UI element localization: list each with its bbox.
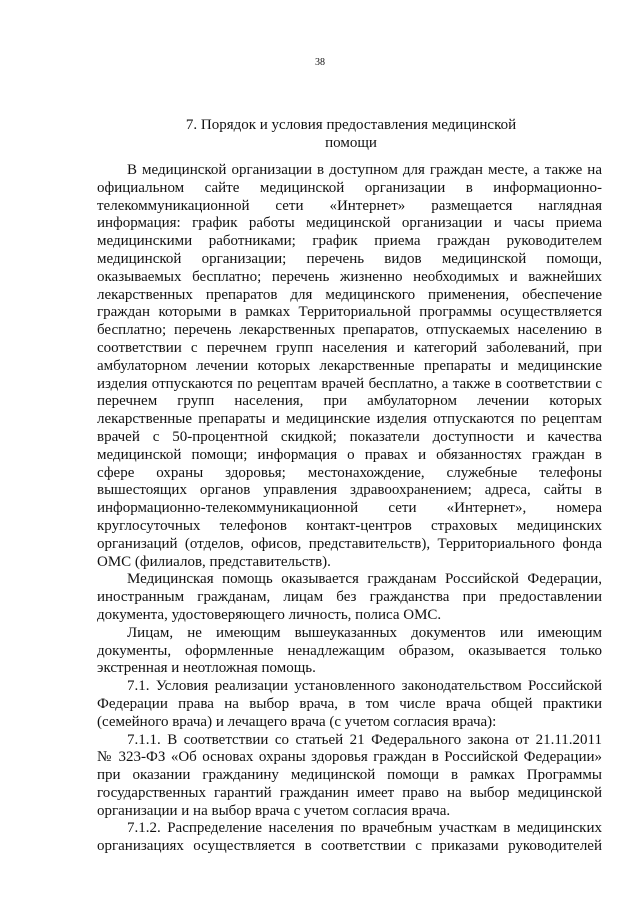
paragraph-line: соответствии с перечнем групп населения и категорий заболеваний, при [97, 339, 602, 356]
paragraph-line: Медицинская помощь оказывается гражданам Российской Федерации, [127, 571, 602, 588]
paragraph-line: медицинской помощи; информация о правах и обязанностях граждан в [97, 446, 602, 463]
paragraph [97, 625, 602, 678]
paragraph-line: В медицинской организации в доступном для граждан месте, а также на [127, 162, 602, 178]
paragraph-line: перечнем групп населения, при амбулаторном лечении которых [97, 393, 602, 410]
paragraph-line: лекарственные препараты и медицинские изделия отпускаются по рецептам [97, 411, 602, 428]
paragraph [97, 571, 602, 624]
paragraph-line: организации и на выбор врача с учетом согласия врача. [97, 802, 451, 819]
paragraph-line: 7.1.1. В соответствии со статьей 21 Федерального закона от 21.11.2011 [127, 731, 602, 748]
paragraph [97, 732, 602, 821]
paragraph-line: вышестоящих органов управления здравоохранением; адреса, сайты в [97, 482, 602, 499]
section-heading-line-2: помощи [325, 135, 377, 151]
page-number: 38 [315, 57, 325, 68]
paragraph-line: лекарственных препаратов для медицинского применения, обеспечение [97, 286, 602, 303]
paragraph-line: (семейного врача) и лечащего врача (с учетом согласия врача): [97, 713, 497, 730]
paragraph-line: амбулаторном лечении которых лекарственные препараты и медицинские [97, 357, 602, 374]
paragraph-line: круглосуточных телефонов контакт-центров страховых медицинских [97, 517, 602, 534]
paragraph-line: граждан которыми в рамках Территориальной программы осуществляется [97, 304, 602, 321]
paragraph-line: медицинской организации; перечень видов медицинской помощи, [97, 250, 602, 267]
paragraph-line: Федерации права на выбор врача, в том числе врача общей практики [97, 695, 602, 712]
paragraph-line: документы, оформленные ненадлежащим образом, оказывается только [97, 642, 602, 659]
paragraph-line: изделия отпускаются по рецептам врачей бесплатно, а также в соответствии с [97, 375, 602, 392]
paragraph-line: информация: график работы медицинской организации и часы приема [97, 215, 602, 232]
paragraph-line: медицинскими работниками; график приема граждан руководителем [97, 233, 602, 250]
paragraph-line: организаций (отделов, офисов, представительств), Территориального фонда [97, 535, 602, 552]
paragraph-line: 7.1. Условия реализации установленного законодательством Российской [127, 678, 602, 695]
paragraph-line: при оказании гражданину медицинской помощи в рамках Программы [97, 767, 602, 784]
paragraph-line: иностранным гражданам, лицам без гражданства при предоставлении [97, 589, 602, 606]
paragraph-line: ОМС (филиалов, представительств). [97, 553, 331, 570]
body-text [97, 162, 602, 856]
paragraph-line: Лицам, не имеющим вышеуказанных документов или имеющим [127, 624, 602, 641]
paragraph-line: информационно-телекоммуникационной сети «Интернет», номера [97, 500, 602, 517]
paragraph-line: документа, удостоверяющего личность, полиса ОМС. [97, 606, 442, 623]
paragraph-line: врачей с 50-процентной скидкой; показатели доступности и качества [97, 428, 602, 445]
paragraph-line: телекоммуникационной сети «Интернет» размещается наглядная [97, 197, 602, 214]
paragraph [97, 678, 602, 731]
paragraph-line: сфере охраны здоровья; местонахождение, служебные телефоны [97, 464, 602, 481]
paragraph-line: экстренная и неотложная помощь. [97, 660, 316, 677]
paragraph-line: 7.1.2. Распределение населения по врачебным участкам в медицинских [127, 820, 602, 837]
paragraph-line: бесплатно; перечень лекарственных препаратов, отпускаемых населению в [97, 322, 602, 339]
paragraph-line: организациях осуществляется в соответствии с приказами руководителей [97, 838, 602, 855]
paragraph-line: оказываемых бесплатно; перечень жизненно необходимых и важнейших [97, 268, 602, 285]
section-heading-line-1: 7. Порядок и условия предоставления медицинской [185, 117, 517, 133]
paragraph [97, 162, 602, 571]
paragraph-line: № 323-ФЗ «Об основах охраны здоровья граждан в Российской Федерации» [97, 749, 602, 766]
paragraph-line: государственных гарантий гражданин имеет право на выбор медицинской [97, 784, 602, 801]
section-heading [100, 116, 602, 152]
paragraph-line: официальном сайте медицинской организации в информационно- [97, 179, 602, 196]
paragraph [97, 820, 602, 856]
